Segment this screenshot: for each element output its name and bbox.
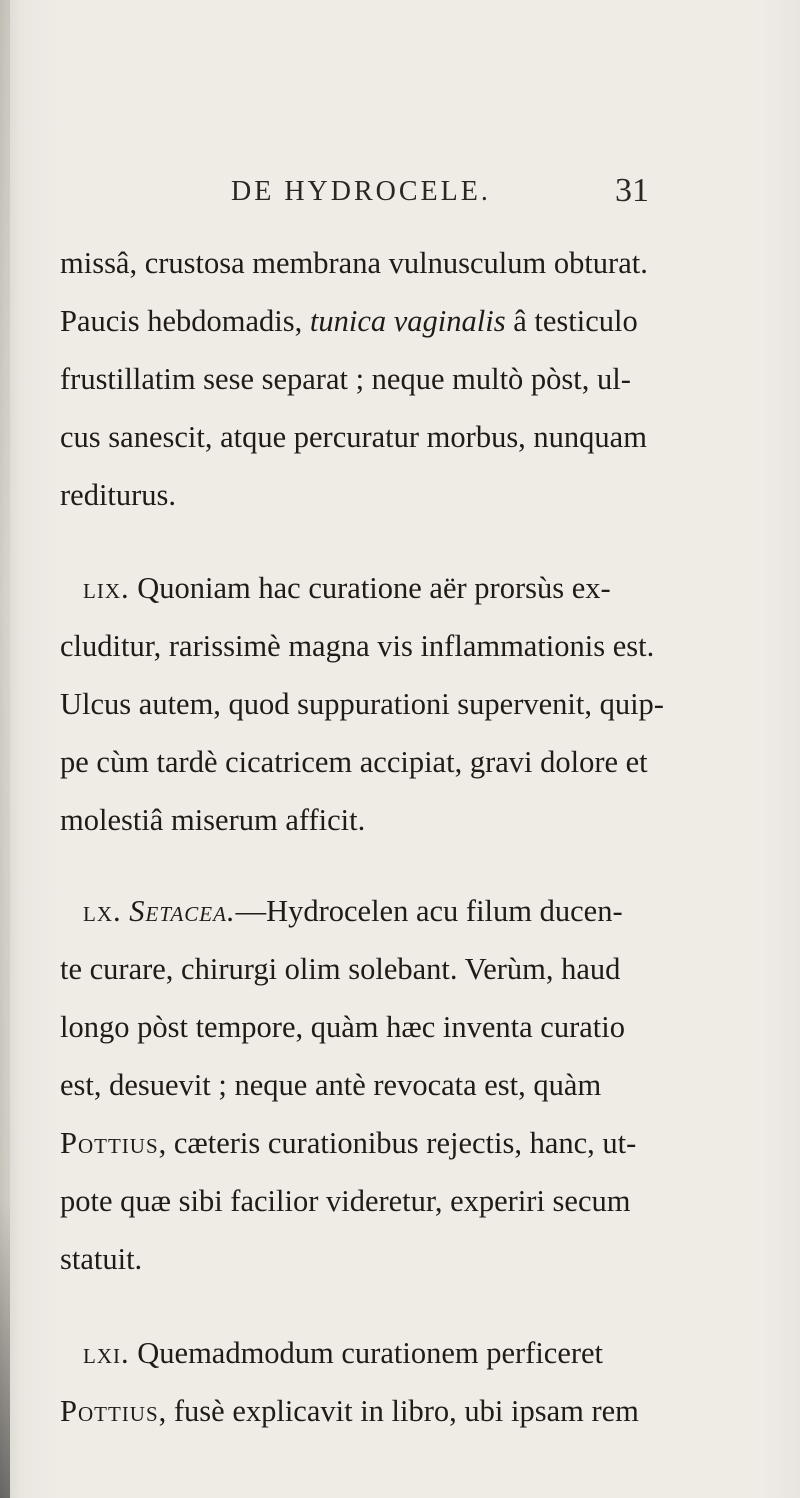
- text-run: longo pòst tempore, quàm hæc inventa curatio: [60, 1010, 625, 1044]
- text-line: [60, 1114, 636, 1172]
- text-run: Pottius: [60, 1126, 159, 1160]
- text-line: [60, 733, 648, 791]
- binding-edge: [0, 0, 10, 1498]
- text-run: cus sanescit, atque percuratur morbus, nunquam: [60, 420, 647, 454]
- text-run: missâ, crustosa membrana vulnusculum obturat.: [60, 246, 648, 280]
- text-run: lxi.: [83, 1336, 130, 1370]
- text-run: Quemadmodum curationem perficeret: [129, 1336, 604, 1370]
- text-run: Setacea.: [129, 894, 236, 928]
- text-line: [60, 675, 664, 733]
- text-run: te curare, chirurgi olim solebant. Verùm, haud: [60, 952, 621, 986]
- text-run: lx.: [83, 894, 122, 928]
- text-run: statuit.: [60, 1242, 143, 1276]
- text-line: [60, 940, 620, 998]
- text-run: —Hydrocelen acu filum ducen-: [235, 894, 623, 928]
- text-run: Quoniam hac curatione aër prorsùs ex-: [129, 571, 611, 605]
- text-line: [60, 1382, 639, 1440]
- text-run: est, desuevit ; neque antè revocata est, quàm: [60, 1068, 602, 1102]
- text-run: â testiculo: [505, 304, 638, 338]
- text-line: [60, 1230, 142, 1288]
- text-line: [60, 292, 638, 350]
- text-run: rediturus.: [60, 478, 177, 512]
- text-line: [60, 998, 625, 1056]
- text-run: Ulcus autem, quod suppurationi supervenit, quip-: [60, 687, 664, 721]
- page-header: [0, 172, 800, 216]
- text-run: frustillatim sese separat ; neque multò pòst, ul-: [60, 362, 631, 396]
- text-line: [60, 1172, 630, 1230]
- text-run: Paucis hebdomadis,: [60, 304, 310, 338]
- page-number: 31: [615, 172, 649, 209]
- text-line: [60, 466, 176, 524]
- text-line: [60, 791, 365, 849]
- text-line: [83, 882, 623, 940]
- text-run: , cæteris curationibus rejectis, hanc, ut-: [158, 1126, 637, 1160]
- text-run: tunica vaginalis: [309, 304, 506, 338]
- text-run: , fusè explicavit in libro, ubi ipsam rem: [158, 1394, 639, 1428]
- text-line: [60, 234, 648, 292]
- running-title: DE HYDROCELE.: [231, 176, 491, 207]
- text-run: lix.: [83, 571, 130, 605]
- text-run: cluditur, rarissimè magna vis inflammationis est.: [60, 629, 655, 663]
- text-line: [60, 408, 647, 466]
- text-run: molestiâ miserum afficit.: [60, 803, 366, 837]
- text-line: [60, 350, 631, 408]
- text-line: [83, 559, 611, 617]
- text-run: Pottius: [60, 1394, 159, 1428]
- text-run: pe cùm tardè cicatricem accipiat, gravi dolore et: [60, 745, 648, 779]
- text-line: [60, 1056, 601, 1114]
- text-line: [60, 617, 654, 675]
- text-line: [83, 1324, 603, 1382]
- text-run: pote quæ sibi facilior videretur, experiri secum: [60, 1184, 631, 1218]
